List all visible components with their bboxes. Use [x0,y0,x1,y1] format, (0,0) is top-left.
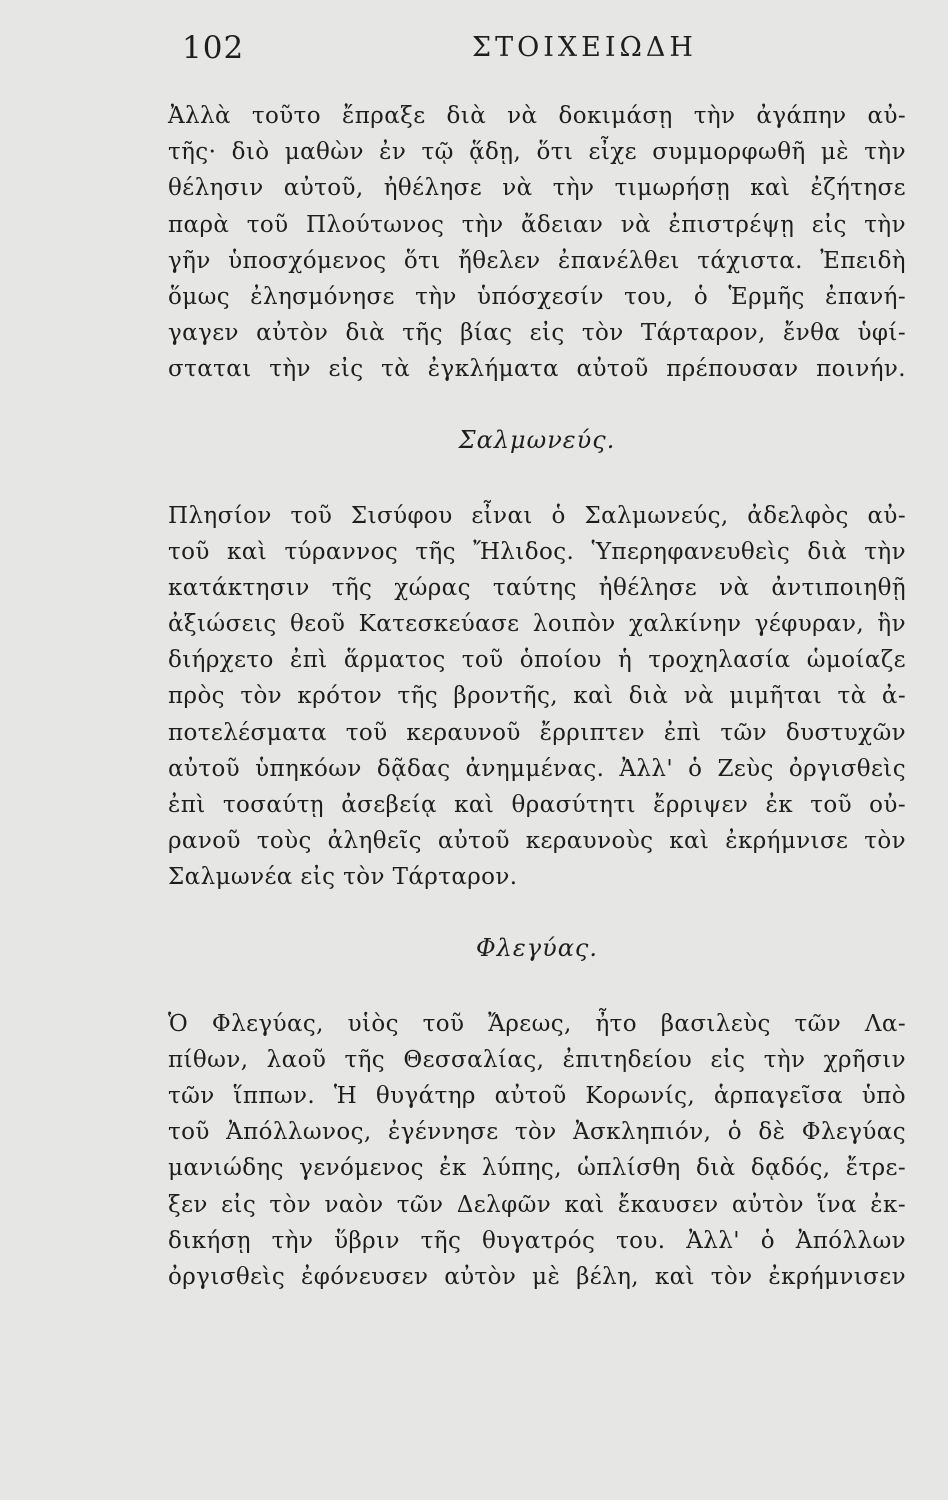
text-line: διήρχετο ἐπὶ ἅρματος τοῦ ὁποίου ἡ τροχηλασία ὡμοίαζε [168,647,906,674]
text-line: ἐπὶ τοσαύτῃ ἀσεβείᾳ καὶ θρασύτητι ἔρριψεν ἐκ τοῦ οὐ- [168,792,906,818]
text-line: τοῦ Ἀπόλλωνος, ἐγέννησε τὸν Ἀσκληπιόν, ὁ δὲ Φλεγύας [168,1119,906,1146]
text-line: ὀργισθεὶς ἐφόνευσεν αὐτὸν μὲ βέλη, καὶ τὸν ἐκρήμνισεν [168,1263,906,1290]
text-line: ρανοῦ τοὺς ἀληθεῖς αὐτοῦ κεραυνοὺς καὶ ἐκρήμνισε τὸν [168,828,906,855]
text-line: παρὰ τοῦ Πλούτωνος τὴν ἄδειαν νὰ ἐπιστρέψῃ εἰς τὴν [168,211,906,238]
text-line: δικήσῃ τὴν ὕβριν τῆς θυγατρός του. Ἀλλ' ὁ Ἀπόλλων [168,1227,906,1254]
text-line: αὐτοῦ ὑπηκόων δᾷδας ἀνημμένας. Ἀλλ' ὁ Ζεὺς ὀργισθεὶς [168,755,906,782]
text-line: πίθων, λαοῦ τῆς Θεσσαλίας, ἐπιτηδείου εἰς τὴν χρῆσιν [168,1046,906,1073]
section-heading-salmoneus: Σαλμωνεύς. [458,425,616,454]
text-line: πρὸς τὸν κρότον τῆς βροντῆς, καὶ διὰ νὰ μιμῆται τὰ ἀ- [168,683,906,710]
paragraph-sisyphus-continuation [168,98,906,388]
text-line: ξεν εἰς τὸν ναὸν τῶν Δελφῶν καὶ ἔκαυσεν αὐτὸν ἵνα ἐκ- [168,1191,906,1218]
running-header [182,30,902,74]
text-line: τῶν ἵππων. Ἡ θυγάτηρ αὐτοῦ Κορωνίς, ἁρπαγεῖσα ὑπὸ [168,1082,906,1109]
text-line: ἀξιώσεις θεοῦ Κατεσκεύασε λοιπὸν χαλκίνην γέφυραν, ἣν [168,611,906,638]
text-line: Σαλμωνέα εἰς τὸν Τάρταρον. [168,864,518,891]
text-line: τῆς· διὸ μαθὼν ἐν τῷ ᾅδῃ, ὅτι εἶχε συμμορφωθῆ μὲ τὴν [168,139,906,166]
text-line: θέλησιν αὐτοῦ, ἠθέλησε νὰ τὴν τιμωρήσῃ καὶ ἐζήτησε [168,175,906,202]
text-line: σταται τὴν εἰς τὰ ἐγκλήματα αὐτοῦ πρέπουσαν ποινήν. [168,356,906,383]
page-number: 102 [182,30,245,66]
text-line: γῆν ὑποσχόμενος ὅτι ἤθελεν ἐπανέλθει τάχιστα. Ἐπειδὴ [168,247,906,274]
running-title: ΣΤΟΙΧΕΙΩΔΗ [472,32,697,63]
text-line: Ἀλλὰ τοῦτο ἔπραξε διὰ νὰ δοκιμάσῃ τὴν ἀγάπην αὐ- [168,103,906,129]
paragraph-salmoneus [168,498,906,896]
text-line: μανιώδης γενόμενος ἐκ λύπης, ὡπλίσθη διὰ δᾳδός, ἔτρε- [168,1155,906,1182]
text-line: κατάκτησιν τῆς χώρας ταύτης ἠθέλησε νὰ ἀντιποιηθῇ [168,574,906,601]
text-line: τοῦ καὶ τύραννος τῆς Ἤλιδος. Ὑπερηφανευθεὶς διὰ τὴν [168,538,906,565]
body-text [168,98,906,1295]
paragraph-phlegyas [168,1006,906,1296]
text-line: Ὁ Φλεγύας, υἱὸς τοῦ Ἄρεως, ἦτο βασιλεὺς τῶν Λα- [168,1010,906,1037]
text-line: γαγεν αὐτὸν διὰ τῆς βίας εἰς τὸν Τάρταρον, ἔνθα ὑφί- [168,320,906,347]
text-line: ποτελέσματα τοῦ κεραυνοῦ ἔρριπτεν ἐπὶ τῶν δυστυχῶν [168,719,906,746]
text-line: Πλησίον τοῦ Σισύφου εἶναι ὁ Σαλμωνεύς, ἀδελφὸς αὐ- [168,502,906,529]
text-line: ὅμως ἐλησμόνησε τὴν ὑπόσχεσίν του, ὁ Ἑρμῆς ἐπανή- [168,283,906,310]
section-heading-phlegyas: Φλεγύας. [476,933,598,962]
